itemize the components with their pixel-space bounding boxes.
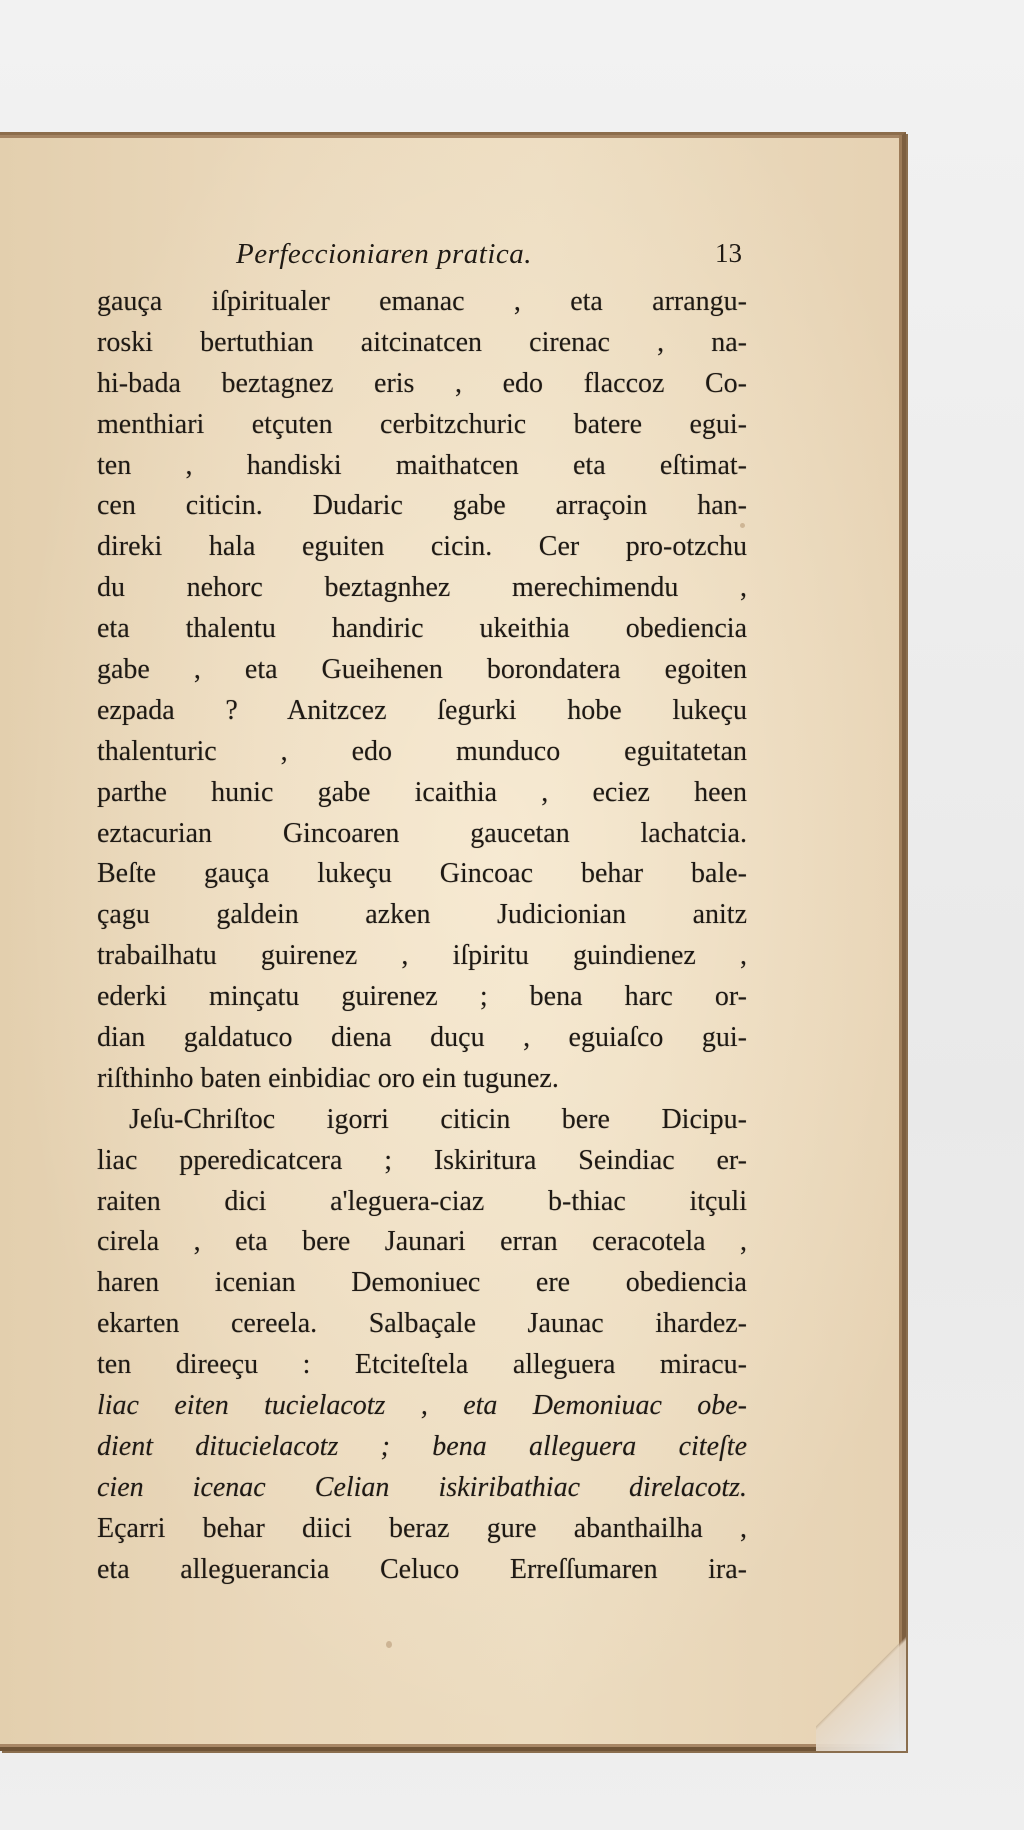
text-line: ezpada ? Anitzcez ſegurki hobe lukeçu <box>97 694 747 726</box>
text-line: ederki minçatu guirenez ; bena harc or- <box>97 981 747 1013</box>
text-line: menthiari etçuten cerbitzchuric batere egui- <box>97 408 747 440</box>
page-header <box>236 238 742 282</box>
text-line: eta thalentu handiric ukeithia obediencia <box>97 613 747 645</box>
text-line: riſthinho baten einbidiac oro ein tugunez. <box>97 1062 559 1094</box>
text-line: Beſte gauça lukeçu Gincoac behar bale- <box>97 858 747 890</box>
text-line: cien icenac Celian iskiribathiac direlacotz. <box>97 1471 747 1503</box>
text-line: parthe hunic gabe icaithia , eciez heen <box>97 776 747 808</box>
text-line: eta allegueranciа Celuco Erreſſumaren ira- <box>97 1553 747 1585</box>
text-line: çagu galdein azken Judicionian anitz <box>97 899 747 931</box>
book-page <box>0 132 906 1751</box>
running-title: Perfeccioniaren pratica. <box>236 238 533 270</box>
text-line: cirela , eta bere Jaunari erran ceracotela , <box>97 1226 747 1258</box>
text-line: Eçarri behar diici beraz gure abanthailha , <box>97 1512 747 1544</box>
text-line: du nehorc beztagnhez merechimendu , <box>97 572 747 604</box>
text-line: eztacurian Gincoaren gaucetan lachatcia. <box>97 817 747 849</box>
text-line: liac pperedicatcera ; Iskiritura Seindiac er- <box>97 1144 747 1176</box>
text-line: gauça iſpiritualer emanac , eta arrangu- <box>97 286 747 317</box>
text-line: raiten dici a'leguera-ciaz b-thiac itçuli <box>97 1185 747 1217</box>
text-line: trabailhatu guirenez , iſpiritu guindienez , <box>97 940 747 972</box>
body-text <box>97 282 747 1591</box>
text-line: dient ditucielacotz ; bena alleguera citeſte <box>97 1430 747 1462</box>
paper-spot <box>386 1641 392 1648</box>
text-line: Jeſu-Chriſtoc igorri citicin bere Dicipu- <box>129 1103 747 1135</box>
text-line: liac eiten tucielacotz , eta Demoniuac obe- <box>97 1390 747 1422</box>
text-line: direki hala eguiten cicin. Cer pro-otzchu <box>97 531 747 563</box>
text-line: hi-bada beztagnez eris , edo flaccoz Co- <box>97 367 747 399</box>
text-line: ten direeçu : Etciteſtela alleguera miracu- <box>97 1349 747 1381</box>
text-line: ten , handiski maithatcen eta eſtimat- <box>97 449 747 481</box>
folded-page-corner <box>816 1611 906 1751</box>
text-line: thalenturic , edo munduco eguitatetan <box>97 735 747 767</box>
text-line: ekarten cereela. Salbaçale Jaunac ihardez- <box>97 1308 747 1340</box>
text-line: cen citicin. Dudaric gabe arraçoin han- <box>97 490 747 522</box>
text-line: dian galdatuco diena duçu , eguiaſco gui- <box>97 1022 747 1054</box>
page-number: 13 <box>715 238 742 268</box>
text-line: roski bertuthian aitcinatcen cirenac , na- <box>97 326 747 358</box>
text-line: haren icenian Demoniuec ere obediencia <box>97 1267 747 1299</box>
text-line: gabe , eta Gueihenen borondatera egoiten <box>97 654 747 686</box>
